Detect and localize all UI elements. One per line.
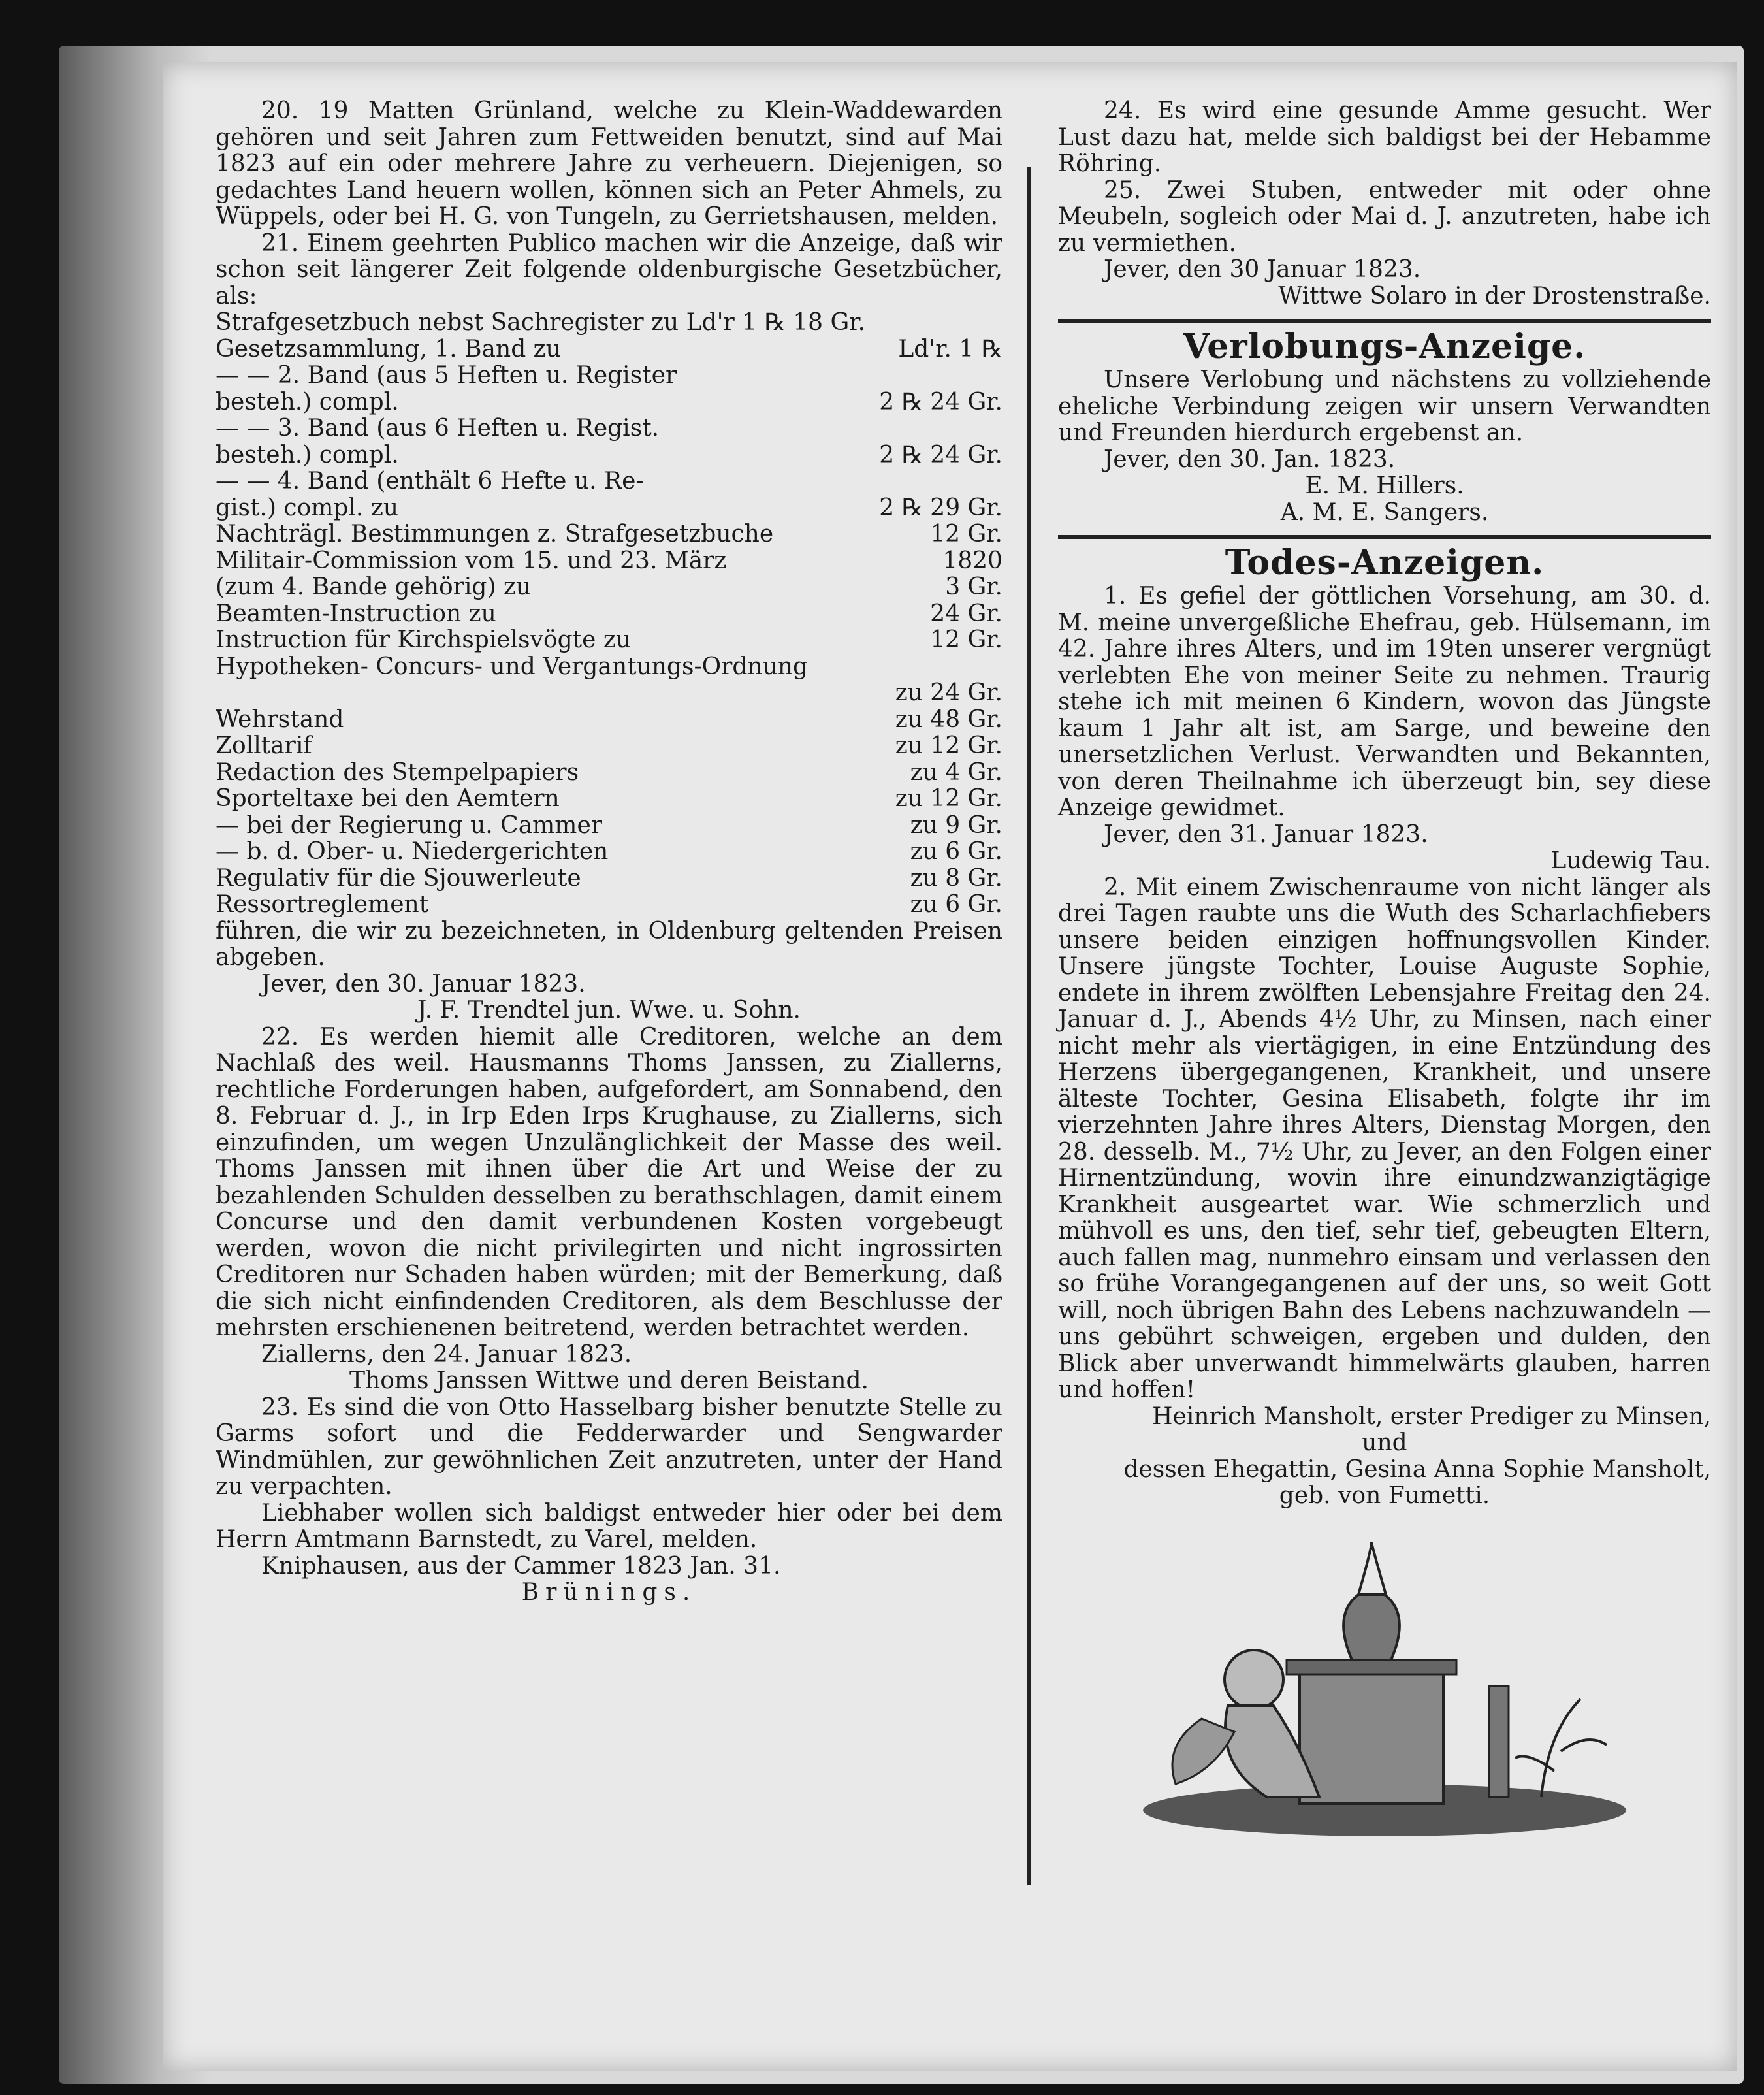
price-row: [216, 521, 1002, 548]
price-row: [216, 310, 1002, 336]
price-row: [216, 336, 1002, 363]
price-item: (zum 4. Bande gehörig) zu: [216, 574, 532, 600]
price-row: [216, 468, 1002, 495]
price-row: [216, 760, 1002, 787]
notice-21-intro: 21. Einem geehrten Publico machen wir die Anzeige, daß wir schon seit längerer Zeit folgende oldenburgische Gesetzbücher, als:: [216, 229, 1002, 310]
column-rule: [1027, 167, 1031, 1885]
todes-notice-2-signature-2: dessen Ehegattin, Gesina Anna Sophie Mansholt,: [1123, 1455, 1711, 1483]
price-list: [216, 310, 1002, 918]
price-row: [216, 442, 1002, 469]
price-row: [216, 839, 1002, 866]
todes-notice-1-place: Jever, den 31. Januar 1823.: [1104, 820, 1428, 848]
todes-notice-2-signature-3: geb. von Fumetti.: [1279, 1482, 1490, 1509]
price-item: Redaction des Stempelpapiers: [216, 758, 579, 786]
price-item: besteh.) compl.: [216, 441, 399, 468]
price-value: zu 48 Gr.: [895, 706, 1002, 733]
right-column: [1058, 98, 1711, 1843]
price-item: gist.) compl. zu: [216, 494, 399, 521]
verlobung-signature-2: A. M. E. Sangers.: [1280, 498, 1489, 526]
price-row: [216, 707, 1002, 734]
price-value: Ld'r. 1 ℞: [898, 335, 1002, 363]
price-item: Instruction für Kirchspielsvögte zu: [216, 626, 632, 653]
notice-23-place: Kniphausen, aus der Cammer 1823 Jan. 31.: [261, 1552, 781, 1580]
notice-21-outro: führen, die wir zu bezeichneten, in Oldenburg geltenden Preisen abgeben.: [216, 917, 1002, 971]
todes-notice-2-signature-1: Heinrich Mansholt, erster Prediger zu Minsen,: [1152, 1403, 1711, 1430]
price-row: [216, 786, 1002, 813]
price-item: Militair-Commission vom 15. und 23. März: [216, 547, 727, 574]
price-value: zu 8 Gr.: [910, 864, 1002, 892]
price-item: — bei der Regierung u. Cammer: [216, 811, 602, 839]
price-value: 12 Gr.: [930, 626, 1002, 653]
todes-notice-2: 2. Mit einem Zwischenraume von nicht länger als drei Tagen raubte uns die Wuth des Scharlachfiebers unsere beiden einzigen hoffnungsvollen Kinder. Unsere jüngste Tochter, Louise Auguste Sophie, endete in ihrem zwölften Lebensjahre Freitag den 24. Januar d. J., Abends 4½ Uhr, zu Minsen, nach einer nicht mehr als viertägigen, in eine Entzündung des Herzens übergegangenen, Krankheit, und unsere älteste Tochter, Gesina Elisabeth, folgte ihr im vierzehnten Jahre ihres Alters, Dienstag Morgen, den 28. desselb. M., 7½ Uhr, zu Jever, an den Folgen einer Hirnentzündung, wovin ihre einundzwanzigtägige Krankheit ausgeartet war. Wie schmerzlich und mühvoll es uns, den tief, sehr tief, gebeugten Eltern, auch fallen mag, nunmehro einsam und verlassen den so frühe Vorangegangenen auf der uns, so weit Gott will, noch übrigen Bahn des Lebens nachzuwandeln — uns gebührt schweigen, ergeben und dulden, den Blick aber unverwandt himmelwärts glauben, harren und hoffen!: [1058, 873, 1711, 1403]
notice-25: 25. Zwei Stuben, entweder mit oder ohne Meubeln, sogleich oder Mai d. J. anzutreten, habe ich zu vermiethen.: [1058, 176, 1711, 257]
price-item: Regulativ für die Sjouwerleute: [216, 864, 581, 892]
notice-22-signature: Thoms Janssen Wittwe und deren Beistand.: [349, 1367, 869, 1394]
price-row: [216, 415, 1002, 442]
todes-notice-1-signature: Ludewig Tau.: [1550, 847, 1711, 874]
notice-21-signature: J. F. Trendtel jun. Wwe. u. Sohn.: [417, 997, 801, 1024]
price-item: Hypotheken- Concurs- und Vergantungs-Ordnung: [216, 653, 809, 680]
verlobung-text: Unsere Verlobung und nächstens zu vollziehende eheliche Verbindung zeigen wir unsern Verwandten und Freunden hierdurch ergebenst an.: [1058, 366, 1711, 446]
notice-24: 24. Es wird eine gesunde Amme gesucht. Wer Lust dazu hat, melde sich baldigst bei der Hebamme Röhring.: [1058, 97, 1711, 177]
verlobung-heading: Verlobungs-Anzeige.: [1183, 327, 1586, 366]
price-item: Nachträgl. Bestimmungen z. Strafgesetzbuche: [216, 521, 774, 547]
price-item: — — 2. Band (aus 5 Heften u. Register: [216, 362, 677, 389]
price-value: zu 12 Gr.: [895, 785, 1002, 812]
price-row: [216, 892, 1002, 918]
notice-23-signature: Brünings.: [521, 1579, 697, 1606]
price-row: [216, 574, 1002, 601]
price-row: [216, 866, 1002, 892]
price-row: [216, 548, 1002, 575]
price-item: Beamten-Instruction zu: [216, 600, 496, 627]
verlobung-signature-1: E. M. Hillers.: [1305, 472, 1464, 499]
notice-22: 22. Es werden hiemit alle Creditoren, welche an dem Nachlaß des weil. Hausmanns Thoms Janssen, zu Ziallerns, rechtliche Forderungen haben, aufgefordert, am Sonnabend, den 8. Februar d. J., in Irp Eden Irps Krughause, zu Ziallerns, sich einzufinden, um wegen Unzulänglichkeit der Masse des weil. Thoms Janssen mit ihnen über die Art und Weise der zu bezahlenden Schulden desselben zu berathschlagen, damit einem Concurse und den damit verbundenen Kosten vorgebeugt werden, wovon die nicht privilegirten und nicht ingrossirten Creditoren nur Schaden haben würden; mit der Bemerkung, daß die sich nicht einfindenden Creditoren, als dem Beschlusse der mehrsten erschienenen beitretend, werden betrachtet werden.: [216, 1023, 1002, 1341]
section-rule: [1058, 535, 1711, 539]
price-item: Gesetzsammlung, 1. Band zu: [216, 335, 561, 363]
price-value: 2 ℞ 29 Gr.: [879, 494, 1002, 521]
price-item: — — 4. Band (enthält 6 Hefte u. Re-: [216, 468, 644, 495]
price-item: Strafgesetzbuch nebst Sachregister zu Ld'r 1 ℞ 18 Gr.: [216, 309, 865, 336]
todes-notice-2-und: und: [1362, 1429, 1407, 1456]
price-value: 1820: [942, 547, 1002, 574]
price-row: [216, 495, 1002, 522]
price-row: [216, 627, 1002, 654]
price-item: Sporteltaxe bei den Aemtern: [216, 785, 560, 812]
notice-22-place: Ziallerns, den 24. Januar 1823.: [261, 1340, 632, 1368]
price-item: Zolltarif: [216, 732, 312, 759]
price-value: 12 Gr.: [930, 521, 1002, 547]
price-row: [216, 813, 1002, 839]
price-value: zu 6 Gr.: [910, 838, 1002, 865]
notice-23: 23. Es sind die von Otto Hasselbarg bisher benutzte Stelle zu Garms sofort und die Fedderwarder und Sengwarder Windmühlen, zur gewöhnlichen Zeit anzutreten, unter der Hand zu verpachten.: [216, 1393, 1002, 1500]
price-item: Wehrstand: [216, 706, 344, 733]
price-item: Ressortreglement: [216, 891, 429, 918]
notice-25-signature: Wittwe Solaro in der Drostenstraße.: [1278, 282, 1711, 310]
price-value: 3 Gr.: [945, 574, 1002, 600]
notice-25-place: Jever, den 30 Januar 1823.: [1104, 256, 1421, 283]
price-item: besteh.) compl.: [216, 388, 399, 415]
price-item: — b. d. Ober- u. Niedergerichten: [216, 838, 609, 865]
price-row: [216, 363, 1002, 389]
price-value: zu 9 Gr.: [910, 811, 1002, 839]
section-rule: [1058, 319, 1711, 323]
price-value: zu 12 Gr.: [895, 732, 1002, 759]
price-value: 24 Gr.: [930, 600, 1002, 627]
price-row: [216, 389, 1002, 416]
notice-20: 20. 19 Matten Grünland, welche zu Klein-Waddewarden gehören und seit Jahren zum Fettweiden benutzt, sind auf Mai 1823 auf ein oder mehrere Jahre zu verheuern. Diejenigen, so gedachtes Land heuern wollen, können sich an Peter Ahmels, zu Wüppels, oder bei H. G. von Tungeln, zu Gerrietshausen, melden.: [216, 97, 1002, 230]
mourning-vignette-illustration: [1136, 1536, 1633, 1843]
todes-notice-1: 1. Es gefiel der göttlichen Vorsehung, am 30. d. M. meine unvergeßliche Ehefrau, geb. Hülsemann, im 42. Jahre ihres Alters, und im 19ten unserer vergnügt verlebten Ehe von meiner Seite zu nehmen. Traurig stehe ich mit meinen 6 Kindern, wovon das Jüngste kaum 1 Jahr alt ist, am Sarge, und beweine den unersetzlichen Verlust. Verwandten und Bekannten, von deren Theilnahme ich überzeugt bin, sey diese Anzeige gewidmet.: [1058, 583, 1711, 821]
price-item: — — 3. Band (aus 6 Heften u. Regist.: [216, 415, 660, 442]
price-row: [216, 654, 1002, 681]
todes-heading: Todes-Anzeigen.: [1225, 543, 1545, 583]
price-row: [216, 733, 1002, 760]
price-value: 2 ℞ 24 Gr.: [879, 441, 1002, 468]
price-value: zu 24 Gr.: [895, 679, 1002, 706]
price-value: zu 4 Gr.: [910, 758, 1002, 786]
notice-23-b: Liebhaber wollen sich baldigst entweder hier oder bei dem Herrn Amtmann Barnstedt, zu Varel, melden.: [216, 1499, 1002, 1553]
price-value: 2 ℞ 24 Gr.: [879, 388, 1002, 415]
left-column: [216, 98, 1002, 1606]
price-row: [216, 601, 1002, 628]
notice-21-place: Jever, den 30. Januar 1823.: [261, 970, 586, 998]
price-row: [216, 680, 1002, 707]
price-value: zu 6 Gr.: [910, 891, 1002, 918]
verlobung-place: Jever, den 30. Jan. 1823.: [1104, 446, 1396, 473]
